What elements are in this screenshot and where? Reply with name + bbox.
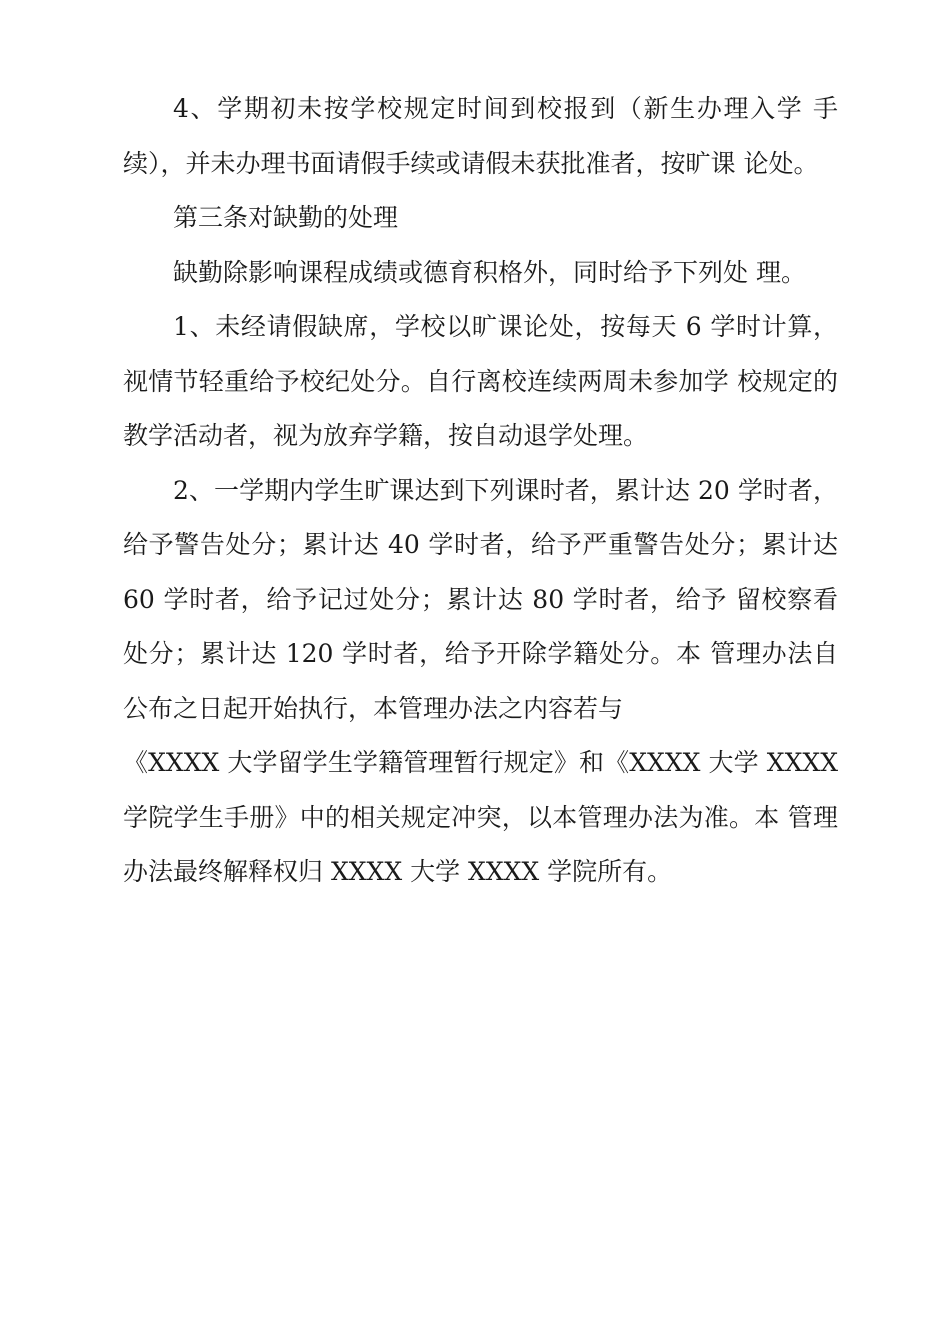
- paragraph-absence-registration: 4、学期初未按学校规定时间到校报到（新生办理入学 手续），并未办理书面请假手续或请假未获批准者，按旷课 论处。: [123, 94, 838, 178]
- paragraph-final-provisions: 《XXXX 大学留学生学籍管理暂行规定》和《XXXX 大学 XXXX 学院学生手册》中的相关规定冲突，以本管理办法为准。本 管理办法最终解释权归 XXXX 大学 XXXX 学院所有。: [123, 748, 838, 886]
- document-body: [123, 82, 838, 900]
- paragraph-rule-2: 2、一学期内学生旷课达到下列课时者，累计达 20 学时者，给予警告处分；累计达 40 学时者，给予严重警告处分；累计达 60 学时者，给予记过处分；累计达 80 学时者，给予 留校察看处分；累计达 120 学时者，给予开除学籍处分。本 管理办法自公布之日起开始执行，本管理办法之内容若与: [123, 475, 838, 723]
- section-heading-article-3: 第三条对缺勤的处理: [173, 203, 399, 232]
- paragraph-rule-1: 1、未经请假缺席，学校以旷课论处，按每天 6 学时计算，视情节轻重给予校纪处分。自行离校连续两周未参加学 校规定的教学活动者，视为放弃学籍，按自动退学处理。: [123, 312, 838, 450]
- paragraph-absence-intro: 缺勤除影响课程成绩或德育积格外，同时给予下列处 理。: [173, 257, 806, 287]
